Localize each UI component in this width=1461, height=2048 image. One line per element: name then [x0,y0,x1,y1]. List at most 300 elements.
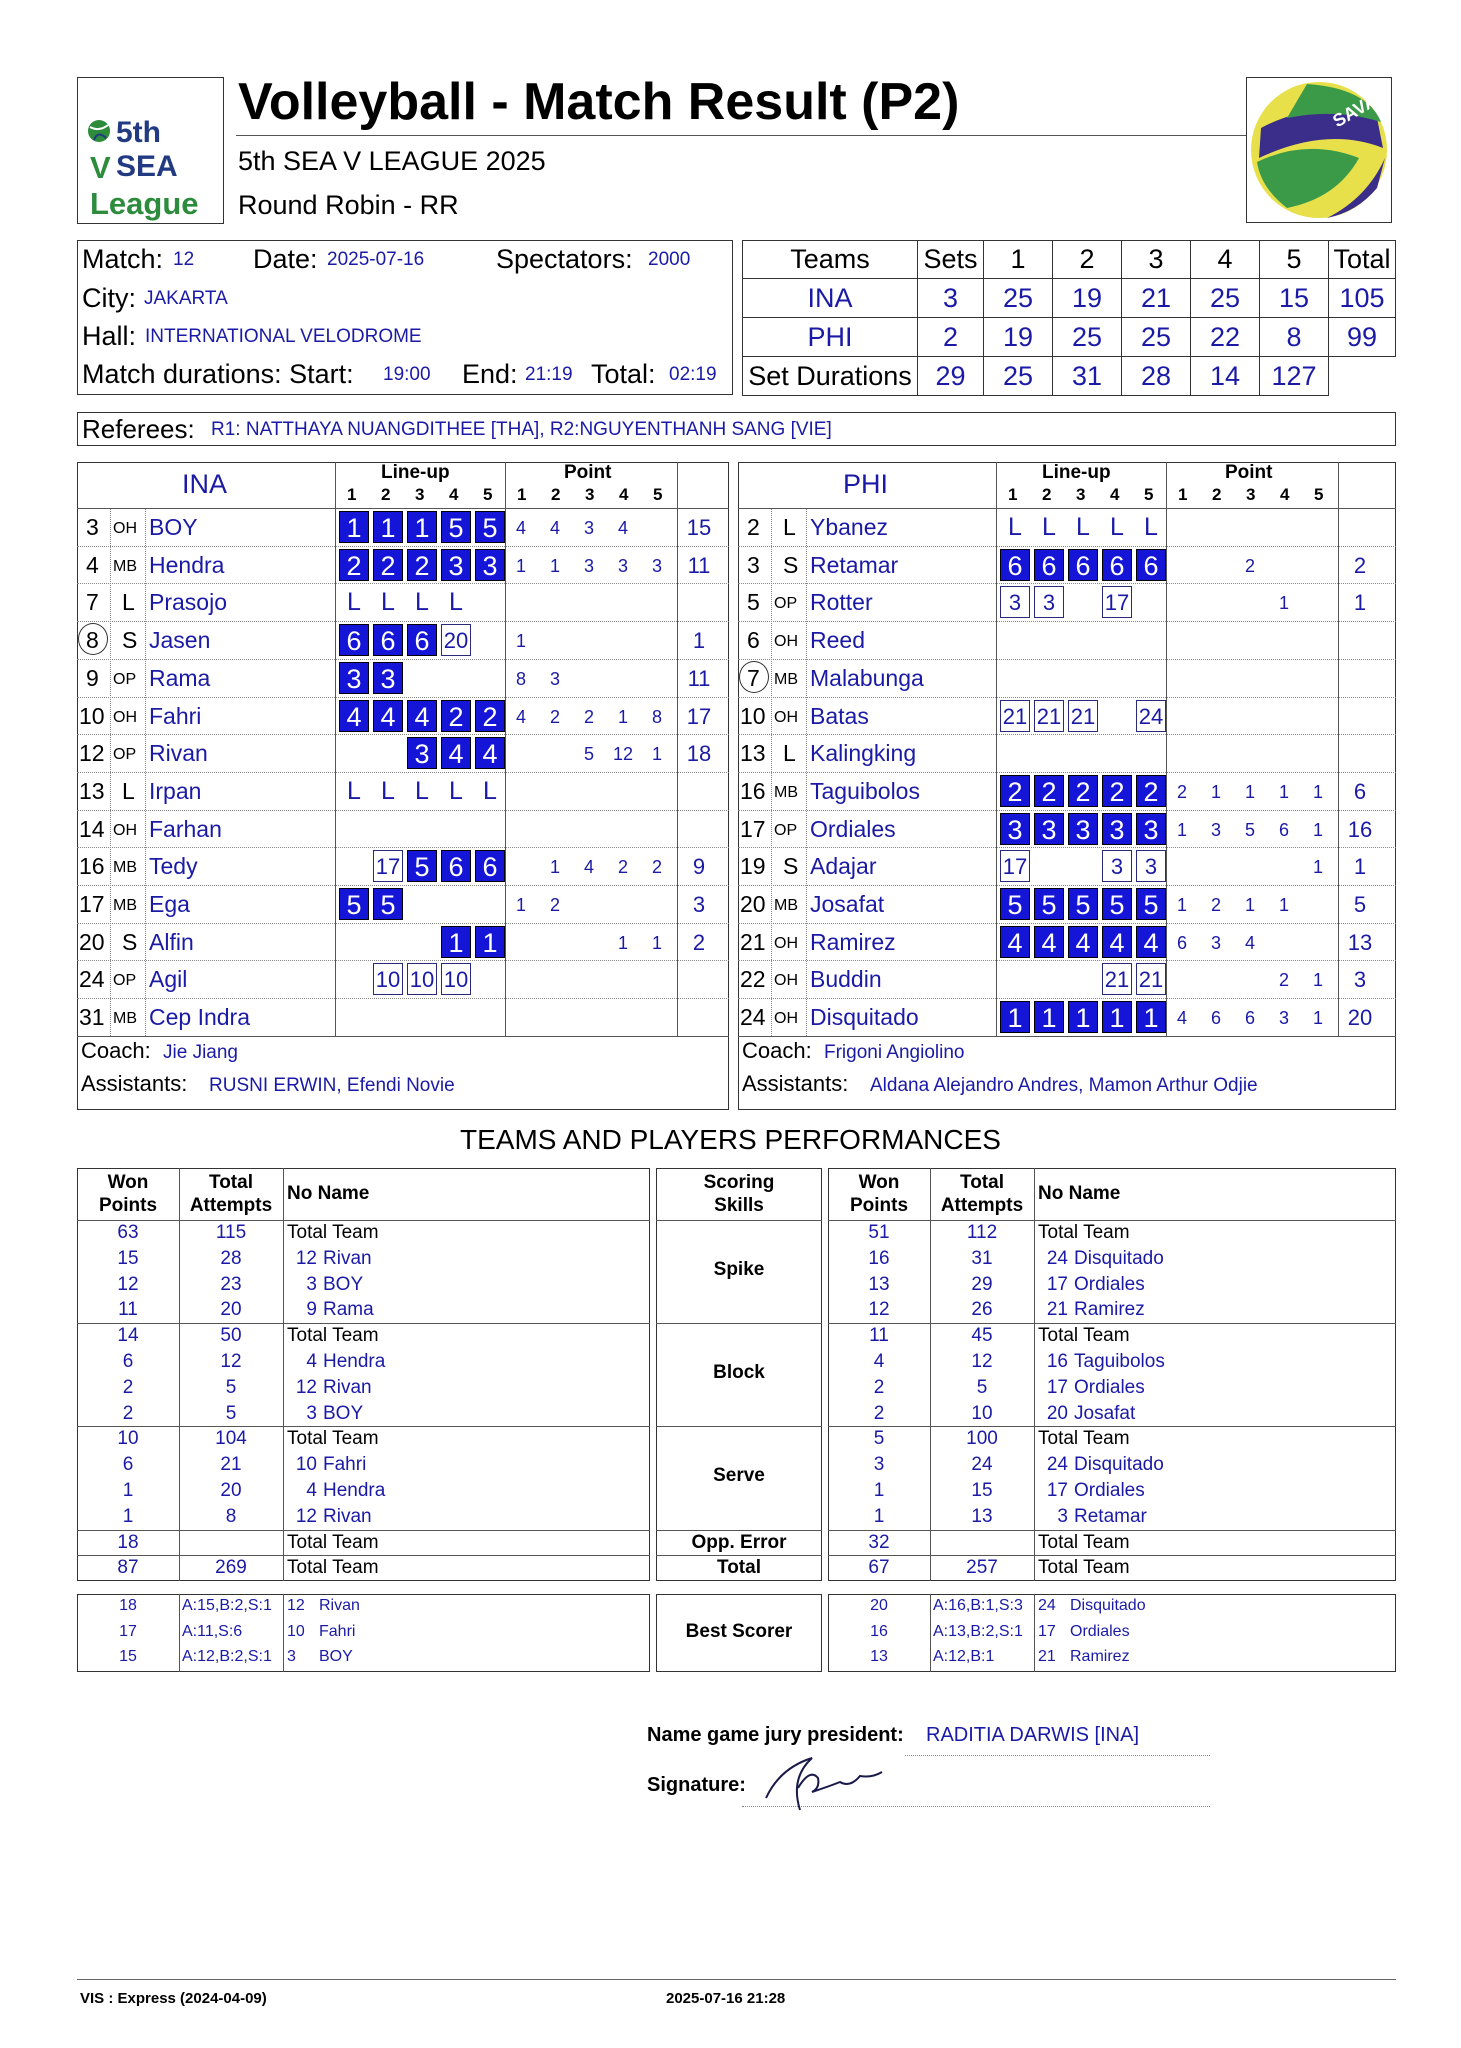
set-points: 3 [1210,819,1221,840]
set-points: 1 [1176,895,1187,915]
player-name: Rivan [323,1247,372,1269]
won-points: 13 [868,1273,890,1295]
header-set-2: 2 [1053,241,1122,279]
best-scorer-points: 15 [119,1648,137,1665]
won-points: 51 [868,1222,890,1243]
player-header: No Name [287,1183,370,1204]
attempts: 8 [225,1505,237,1527]
set-points: 1 [1312,819,1323,840]
player-name: Irpan [149,777,202,804]
player-row [77,659,729,697]
starting-position: 2 [1034,775,1064,807]
player-row [77,583,729,621]
won-points: 14 [117,1325,139,1347]
player-number: 20 [740,891,766,917]
player-position: MB [774,670,798,688]
player-name: Rivan [323,1376,372,1398]
total-won-points: 67 [868,1557,890,1579]
player-row [738,734,1396,772]
signature-label: Signature: [647,1774,746,1796]
won-points: 2 [873,1402,885,1424]
attempts: 29 [971,1273,993,1295]
attempts: 5 [225,1376,237,1398]
set-duration: 14 [1191,357,1260,396]
score-table [742,240,1396,396]
best-scorer-breakdown: A:16,B:1,S:3 [933,1597,1023,1614]
won-points: 2 [873,1376,885,1398]
won-points: 1 [122,1480,134,1501]
player-position: OH [113,520,137,537]
substitution-entry: 17 [1000,850,1030,882]
won-points: 4 [873,1351,885,1372]
set-points: 1 [1210,781,1221,802]
starting-position: 6 [441,850,471,882]
attempts: 26 [971,1299,993,1321]
starting-position: 2 [1000,775,1030,807]
player-number: 17 [79,891,105,917]
player-row [738,659,1396,697]
set-number-point: 4 [619,485,629,504]
player-row [738,546,1396,584]
jury-label: Name game jury president: [647,1724,904,1746]
starting-position: 5 [1068,888,1098,920]
player-name: Agil [149,966,188,993]
opp-error-label: Opp. Error [691,1531,787,1553]
end-label: End: [462,359,518,389]
player-position: MB [113,557,137,575]
attempts: 5 [225,1402,237,1424]
player-number: 13 [740,740,766,767]
libero-marker: L [449,588,463,617]
player-name: Disquitado [810,1004,919,1031]
set-points: 1 [1176,819,1187,840]
player-row [77,697,729,735]
attempts: 50 [220,1325,242,1347]
attempts-header: Attempts [940,1195,1024,1216]
player-number: 12 [295,1247,317,1269]
coach-rule [77,1036,729,1037]
starting-position: 4 [1068,926,1098,958]
best-scorer-points: 16 [870,1622,888,1640]
skill-rule [656,1555,822,1556]
substitution-entry: 24 [1136,700,1166,732]
team-code: PHI [743,318,918,357]
starting-position: 2 [1102,775,1132,807]
team-total-label: Total Team [1038,1325,1130,1347]
player-row [77,847,729,885]
player-number: 7 [747,664,760,691]
set-points: 1 [1312,1008,1323,1029]
set-duration: 29 [918,357,984,396]
header-set-1: 1 [984,241,1053,279]
libero-marker: L [415,588,429,617]
attempts: 28 [220,1247,242,1269]
player-name: Ordiales [810,815,896,842]
set-number-lineup: 4 [449,485,459,504]
player-name: Kalingking [810,740,917,767]
skills-header-2: Skills [714,1195,764,1216]
starting-position: 4 [407,700,437,732]
set-points: 2 [651,857,662,878]
set-number-point: 4 [1280,485,1290,504]
starting-position: 4 [1000,926,1030,958]
starting-position: 2 [441,700,471,732]
player-number: 16 [1046,1351,1068,1372]
substitution-entry: 21 [1136,963,1166,995]
set-points: 8 [515,668,526,689]
won-points: 5 [873,1428,885,1450]
won-points: 6 [122,1351,134,1372]
player-name: Ega [149,891,190,917]
start-time: 19:00 [383,364,431,385]
player-total-points: 3 [1353,967,1367,993]
starting-position: 1 [1034,1001,1064,1033]
skill-rule [656,1530,822,1531]
attempts: 115 [215,1222,247,1243]
spectators-label: Spectators: [496,244,633,274]
best-scorer-name: Ramirez [1070,1648,1130,1665]
starting-position: 3 [475,549,505,581]
starting-position: 1 [1102,1001,1132,1033]
player-name: BOY [323,1402,364,1424]
header-rule [828,1220,1396,1221]
player-total-points: 9 [692,854,706,880]
hall-label: Hall: [82,321,137,351]
assistants-names: RUSNI ERWIN, Efendi Novie [209,1074,455,1096]
player-row [738,772,1396,810]
set-points: 2 [1244,555,1255,576]
starting-position: 5 [407,850,437,882]
set-points: 3 [651,555,662,576]
starting-position: 6 [1000,549,1030,581]
set-number-point: 2 [551,485,561,504]
player-row [77,546,729,584]
starting-position: 3 [1000,813,1030,845]
player-number: 16 [79,853,105,880]
set-number-lineup: 3 [1076,485,1086,504]
starting-position: 3 [1136,813,1166,845]
libero-marker: L [415,776,429,805]
starting-position: 1 [475,926,505,958]
svg-text:SAVA: SAVA [1329,90,1381,132]
player-number: 17 [1046,1273,1068,1295]
starting-position: 1 [373,511,403,543]
player-total-points: 2 [692,929,706,955]
player-number: 24 [1046,1247,1068,1269]
best-scorer-number: 3 [287,1648,296,1665]
player-number: 4 [306,1351,317,1372]
player-position: MB [774,783,798,801]
won-points: 11 [869,1325,889,1347]
player-row [77,960,729,998]
set-points: 4 [515,706,526,727]
starting-position: 4 [373,700,403,732]
skill-name: Serve [713,1465,765,1487]
attempts: 24 [971,1454,993,1476]
player-position: OP [113,746,137,764]
team-total-label: Total Team [1038,1428,1130,1450]
player-name: BOY [149,514,198,540]
footer-rule [77,1979,1396,1980]
assistants-label: Assistants: [81,1070,188,1096]
substitution-entry: 17 [1102,586,1132,618]
best-scorer-breakdown: A:12,B:2,S:1 [182,1648,272,1665]
starting-position: 2 [407,549,437,581]
player-number: 7 [86,589,99,616]
column-divider [283,1168,284,1581]
set-score: 19 [1053,279,1122,318]
player-name: Ordiales [1074,1376,1145,1398]
starting-position: 5 [475,511,505,543]
starting-position: 2 [1068,775,1098,807]
won-points-header: Points [849,1195,909,1216]
player-row [738,697,1396,735]
header-set-4: 4 [1191,241,1260,279]
set-points: 1 [1244,781,1255,802]
set-score: 25 [1191,279,1260,318]
set-duration: 28 [1122,357,1191,396]
starting-position: 4 [1034,926,1064,958]
starting-position: 6 [373,624,403,656]
footer-timestamp: 2025-07-16 21:28 [666,1990,786,2007]
captain-circle-icon [78,623,108,655]
player-position: MB [774,897,798,914]
substitution-entry: 21 [1068,700,1098,732]
substitution-entry: 21 [1102,963,1132,995]
player-name: Taguibolos [810,777,920,804]
best-scorer-number: 10 [287,1622,305,1640]
set-points: 1 [617,706,628,727]
set-points: 6 [1176,932,1187,953]
attempts: 23 [220,1273,242,1295]
attempts: 12 [220,1351,242,1372]
team-total-label: Total Team [287,1428,379,1450]
competition-phase: Round Robin - RR [238,190,459,220]
column-divider [179,1594,180,1672]
player-row [738,508,1396,546]
player-name: Rivan [323,1505,372,1527]
league-logo [77,77,224,224]
player-position: OP [774,595,798,613]
set-points: 2 [1176,781,1187,802]
set-number-lineup: 2 [381,485,391,504]
player-total-points: 15 [686,515,712,540]
team-total-label: Total Team [287,1557,379,1579]
player-name: Disquitado [1074,1454,1164,1476]
best-scorer-number: 24 [1038,1597,1056,1614]
starting-position: 6 [1068,549,1098,581]
best-scorer-label: Best Scorer [685,1621,793,1642]
player-number: 17 [1046,1376,1068,1398]
won-points: 12 [117,1273,139,1295]
player-number: 4 [86,551,99,578]
starting-position: 6 [1136,549,1166,581]
player-name: Fahri [323,1454,367,1476]
player-total-points: 3 [692,892,706,917]
won-points: 1 [873,1480,885,1501]
player-total-points: 6 [1353,778,1367,804]
starting-position: 3 [1034,813,1064,845]
match-date: 2025-07-16 [327,249,425,270]
set-points: 2 [1210,895,1221,915]
player-name: Cep Indra [149,1004,251,1031]
set-points: 4 [1176,1008,1187,1029]
match-number: 12 [173,249,195,270]
player-name: Batas [810,702,869,729]
substitution-entry: 17 [373,850,403,882]
player-number: 6 [747,627,760,654]
starting-position: 2 [373,549,403,581]
player-number: 3 [747,551,760,578]
attempts: 20 [220,1299,242,1321]
set-score: 25 [1053,318,1122,357]
attempts: 15 [971,1480,993,1501]
header-set-5: 5 [1260,241,1329,279]
player-row [738,960,1396,998]
group-rule [77,1323,650,1324]
end-time: 21:19 [525,364,573,385]
captain-circle-icon [739,661,769,693]
group-rule [828,1426,1396,1427]
player-number: 8 [86,627,99,654]
player-number: 24 [1046,1454,1068,1476]
team-total-label: Total Team [287,1222,379,1243]
player-row [738,583,1396,621]
spectators-count: 2000 [648,249,691,270]
player-name: Adajar [810,853,877,880]
player-total-points: 2 [1353,552,1367,578]
player-position: OH [774,972,798,990]
player-total-points: 1 [692,628,706,654]
set-points: 3 [549,668,560,689]
starting-position: 1 [441,926,471,958]
set-points: 4 [549,518,560,538]
player-name: Taguibolos [1074,1351,1165,1372]
player-number: 13 [79,777,105,804]
player-number: 16 [740,777,766,804]
set-points: 3 [1210,932,1221,953]
player-name: Disquitado [1074,1247,1164,1269]
won-points: 1 [122,1505,134,1527]
starting-position: 1 [1000,1001,1030,1033]
substitution-entry: 10 [373,963,403,995]
date-label: Date: [253,244,318,274]
player-number: 2 [747,514,760,540]
set-points: 2 [617,857,628,878]
best-scorer-points: 18 [119,1597,137,1614]
set-number-point: 3 [585,485,595,504]
set-points: 6 [1278,819,1289,840]
coach-name: Frigoni Angiolino [824,1041,965,1063]
libero-marker: L [449,776,463,805]
player-row [77,508,729,546]
set-points: 2 [1278,970,1289,991]
set-points: 2 [549,706,560,727]
team-total-label: Total Team [287,1325,379,1347]
team-code: PHI [843,469,889,499]
set-number-point: 5 [653,485,663,504]
set-duration: 25 [984,357,1053,396]
player-row [77,998,729,1036]
player-name: Farhan [149,815,222,842]
best-scorer-points: 20 [870,1597,888,1614]
total-attempts: 269 [215,1557,247,1579]
player-row [738,923,1396,961]
city-label: City: [82,283,136,313]
city-value: JAKARTA [144,288,228,309]
column-divider [930,1594,931,1672]
set-score: 8 [1260,318,1329,357]
header-rule [77,1220,650,1221]
performance-title: TEAMS AND PLAYERS PERFORMANCES [460,1124,1001,1155]
libero-marker: L [381,776,395,805]
attempts: 10 [971,1402,993,1424]
player-number: 22 [740,966,766,993]
best-scorer-breakdown: A:11,S:6 [182,1622,243,1640]
starting-position: 4 [1136,926,1166,958]
set-points: 1 [1312,857,1323,878]
player-number: 12 [295,1376,317,1398]
starting-position: 1 [1136,1001,1166,1033]
player-name: Ordiales [1074,1273,1145,1295]
best-scorer-points: 13 [870,1648,888,1665]
starting-position: 5 [1000,888,1030,920]
best-scorer-breakdown: A:12,B:1 [933,1648,995,1665]
player-number: 3 [306,1402,317,1424]
substitution-entry: 21 [1000,700,1030,732]
starting-position: 1 [339,511,369,543]
group-rule [828,1530,1396,1531]
sets-won: 2 [918,318,984,357]
hall-value: INTERNATIONAL VELODROME [145,326,422,347]
column-divider [1034,1594,1035,1672]
starting-position: 3 [339,662,369,694]
won-points: 2 [122,1376,134,1398]
best-scorer-name: BOY [319,1648,353,1665]
player-position: OH [774,934,798,952]
libero-marker: L [1110,513,1124,541]
player-name: Rivan [149,740,208,767]
won-points: 1 [873,1505,885,1527]
player-name: Retamar [810,551,899,578]
won-points: 10 [117,1428,139,1450]
player-row [738,885,1396,923]
won-points: 11 [118,1299,138,1321]
player-row [77,885,729,923]
opp-won-points: 18 [117,1531,139,1553]
starting-position: 6 [475,850,505,882]
player-row [77,621,729,659]
substitution-entry: 10 [407,963,437,995]
team-code: INA [743,279,918,318]
player-number: 17 [1046,1480,1068,1501]
point-header: Point [564,462,612,483]
libero-marker: L [483,776,497,805]
set-points: 4 [515,518,526,538]
starting-position: 4 [1102,926,1132,958]
set-points: 2 [549,895,560,915]
set-points: 1 [1312,781,1323,802]
player-name: Prasojo [149,589,227,616]
player-position: L [783,740,796,767]
coach-name: Jie Jiang [163,1041,238,1063]
coach-rule [738,1036,1396,1037]
player-number: 12 [295,1505,317,1527]
starting-position: 5 [1136,888,1166,920]
player-number: 24 [79,966,105,993]
libero-marker: L [381,588,395,617]
player-name: BOY [323,1273,364,1295]
